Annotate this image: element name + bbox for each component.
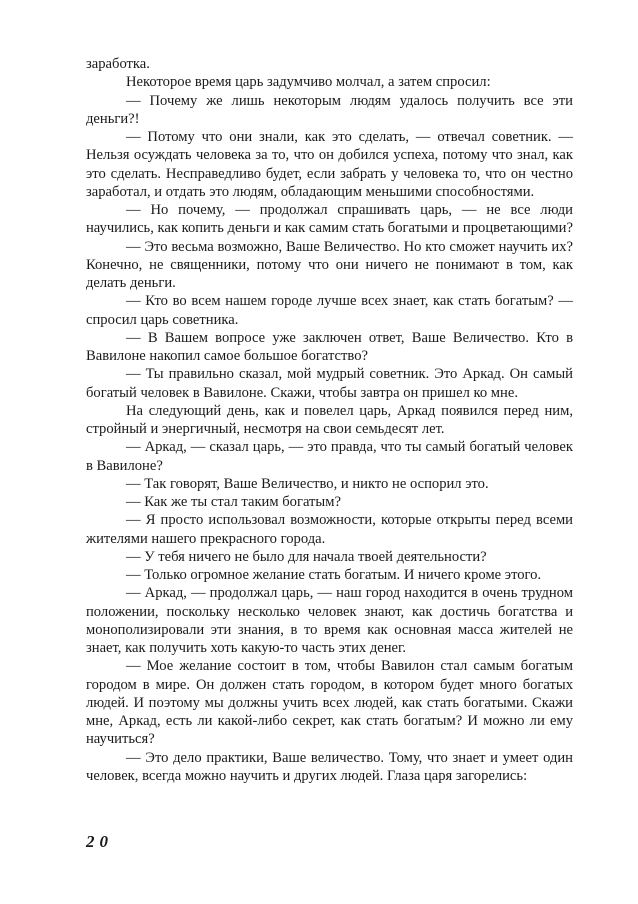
paragraph: — Так говорят, Ваше Величество, и никто не оспорил это. [126,475,489,492]
paragraph: — Это весьма возможно, Ваше Величество. Но кто сможет научить их? Конечно, не священники, потому что они ничего не понимают в том, как делать деньги. [86,238,573,291]
paragraph: — Но почему, — продолжал спрашивать царь, — не все люди научились, как копить деньги и как самим стать богатыми и процветающими? [86,202,573,237]
paragraph: — Аркад, — сказал царь, — это правда, что ты самый богатый человек в Вавилоне? [86,439,573,474]
paragraph: На следующий день, как и повелел царь, Аркад появился перед ним, стройный и энергичный, несмотря на свои семьдесят лет. [86,402,573,437]
page-number: 20 [86,832,113,851]
paragraph: — У тебя ничего не было для начала твоей деятельности? [126,548,487,565]
paragraph: — Аркад, — продолжал царь, — наш город находится в очень трудном положении, поскольку несколько человек знают, как достичь богатства и монополизировали эти знания, в то время как основная масса жителей не знает, как получить хоть какую-то часть этих денег. [86,585,573,656]
paragraph: — Почему же лишь некоторым людям удалось получить все эти деньги?! [86,92,573,127]
paragraph: Некоторое время царь задумчиво молчал, а затем спросил: [126,74,491,91]
paragraph: — Кто во всем нашем городе лучше всех знает, как стать богатым? — спросил царь советника. [86,293,573,328]
paragraph: — Только огромное желание стать богатым. И ничего кроме этого. [126,567,542,583]
paragraph: заработка. [86,56,150,72]
paragraph: — Ты правильно сказал, мой мудрый советник. Это Аркад. Он самый богатый человек в Вавилоне. Скажи, чтобы завтра он пришел ко мне. [86,366,573,401]
paragraph: — Это дело практики, Ваше величество. Тому, что знает и умеет один человек, всегда можно научить и других людей. Глаза царя загорелись: [86,749,573,784]
paragraph: — Я просто использовал возможности, которые открыты перед всеми жителями нашего прекрасного города. [86,512,573,547]
paragraph: — Потому что они знали, как это сделать, — отвечал советник. — Нельзя осуждать человека за то, что он добился успеха, потому что знал, как это сделать. Несправедливо будет, если забрать у человека то, что он честно заработал, и отдать это людям, обладающим меньшими способностями. [86,129,573,200]
paragraph: — Мое желание состоит в том, чтобы Вавилон стал самым богатым городом в мире. Он должен стать городом, в котором будет много богатых людей. И поэтому мы должны учить всех людей, как стать богатыми. Скажи мне, Аркад, есть ли какой-либо секрет, как стать богатым? И можно ли ему научиться? [86,658,573,748]
paragraph: — В Вашем вопросе уже заключен ответ, Ваше Величество. Кто в Вавилоне накопил самое большое богатство? [86,329,573,364]
page-body [86,55,573,785]
paragraph: — Как же ты стал таким богатым? [126,494,341,510]
